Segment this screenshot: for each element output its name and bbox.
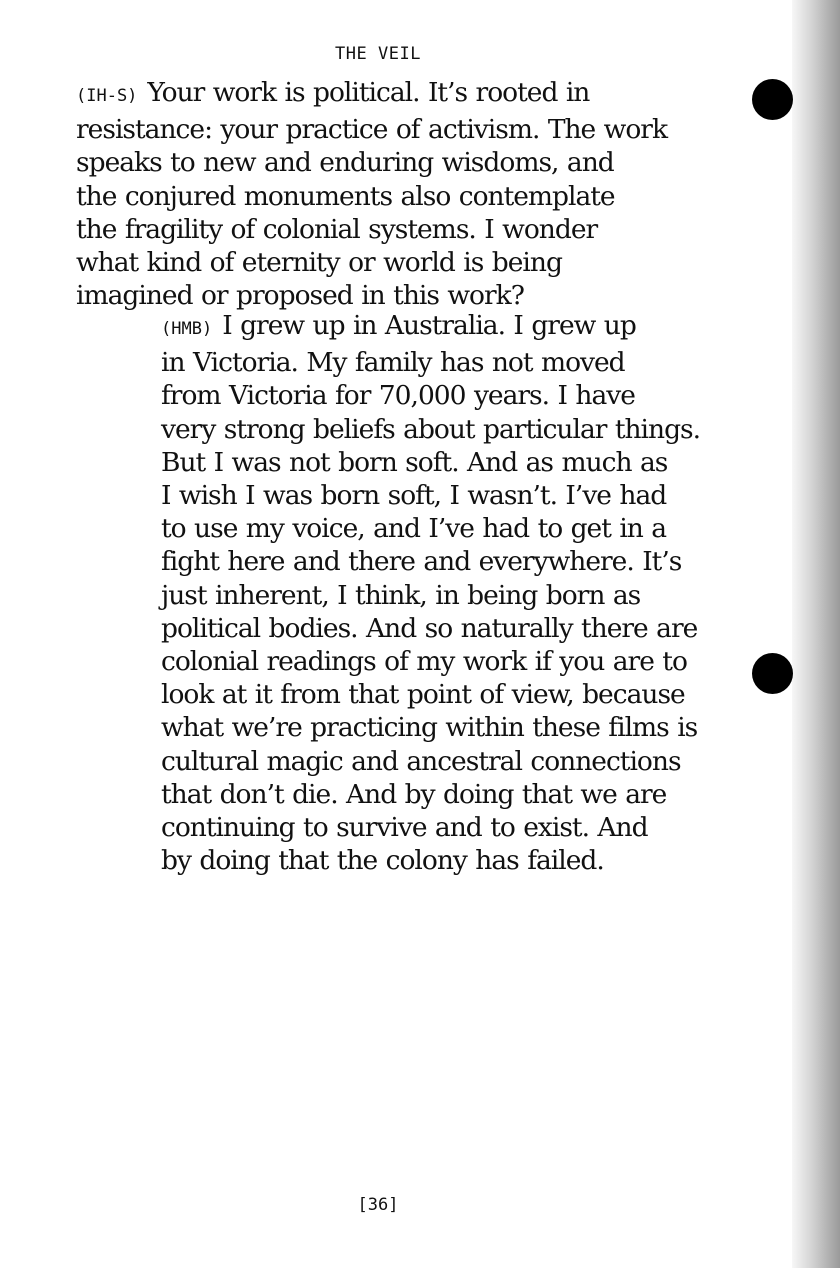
text-line: by doing that the colony has failed. [161,845,604,877]
text-line: (HMB) I grew up in Australia. I grew up [161,309,761,346]
text-line: resistance: your practice of activism. The work [76,114,668,146]
punch-hole-middle [752,653,793,694]
text-line: that don’t die. And by doing that we are [161,778,667,810]
answer-paragraph [161,309,761,877]
text-line: political bodies. And so naturally there are [161,612,698,644]
text-line: the fragility of colonial systems. I wonder [76,213,598,245]
text-line: I wish I was born soft, I wasn’t. I’ve had [161,480,667,512]
text-line: (IH-S) Your work is political. It’s rooted in [76,76,716,113]
page-edge-shadow [792,0,840,1268]
text-line: imagined or proposed in this work? [76,280,524,312]
text-line: very strong beliefs about particular things. [161,413,701,445]
running-head: THE VEIL [335,44,421,64]
text-line: But I was not born soft. And as much as [161,446,668,478]
speaker-label-artist: (HMB) [161,319,213,339]
text-line: what we’re practicing within these films is [161,712,698,744]
text-line: cultural magic and ancestral connections [161,745,681,777]
question-paragraph [76,76,716,312]
text-line: colonial readings of my work if you are to [161,646,687,678]
text-line: what kind of eternity or world is being [76,247,562,279]
text-line: just inherent, I think, in being born as [161,579,641,611]
speaker-label-interviewer: (IH-S) [76,86,138,106]
punch-hole-top [752,79,793,120]
text-line: continuing to survive and to exist. And [161,812,648,844]
text-line: look at it from that point of view, because [161,679,685,711]
text-line: fight here and there and everywhere. It’s [161,546,682,578]
text-line: in Victoria. My family has not moved [161,347,625,379]
text-line: speaks to new and enduring wisdoms, and [76,147,614,179]
page-number: [36] [357,1195,399,1215]
text-line: the conjured monuments also contemplate [76,180,615,212]
text-line: to use my voice, and I’ve had to get in a [161,513,667,545]
text-line: from Victoria for 70,000 years. I have [161,380,635,412]
